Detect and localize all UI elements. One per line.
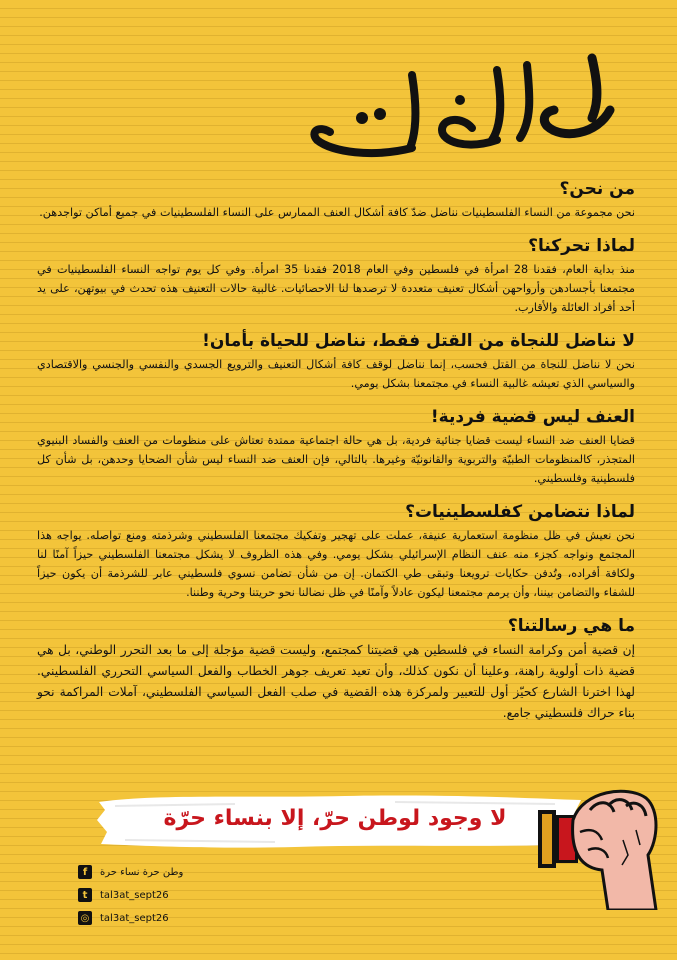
section-not-individual [37,406,635,488]
section-heading: العنف ليس قضية فردية! [430,407,635,427]
fist-brush-illustration [528,770,668,910]
section-body: قضايا العنف ضد النساء ليست قضايا جنائية فردية، بل هي حالة اجتماعية ممتدة تعتاش على منظومات من العنف والفساد البنيوي المتجذر، كالمنظومات الطبيّة والتربوية والقانونيّة وغيرها. بالتالي، فإن العنف ضد النساء ليس شأن الضحايا وحدهن، بل شأن كل فلسطينية وفلسطيني. [37,434,635,485]
slogan-text: لا وجود لوطن حرّ، إلا بنساء حرّة [163,806,507,831]
section-our-message [37,615,635,724]
twitter-label: tal3at_sept26 [100,889,169,901]
section-body: نحن لا نناضل للنجاة من القتل فحسب، إنما نناضل لوقف كافة أشكال التعنيف والترويع الجسدي والنفسي والجنسي والاقتصادي والسياسي الذي تعيشه غالبية النساء في مجتمعنا بشكل يومي. [37,358,635,390]
section-why-we-moved [37,235,635,317]
instagram-icon: ◎ [78,911,92,925]
section-body: إن قضية أمن وكرامة النساء في فلسطين هي قضيتنا كمجتمع، وليست قضية مؤجلة إلى ما بعد التحرر الوطني، بل هي قضية ذات أولوية راهنة، وعلينا أن نكون كذلك، وأن تعيد تعريف جوهر الخطاب والفعل السياسي التحرري الفلسطيني. لهذا اخترنا الشارع كحيّز أول للتعبير ولمركزة هذه القضية في صلب الفعل السياسي الفلسطيني، آملات المراكمة نحو بناء حراك فلسطيني جامع. [37,643,635,720]
section-body: منذ بداية العام، فقدنا 28 امرأة في فلسطين وفي العام 2018 فقدنا 35 امرأة. وفي كل يوم تواجه النساء الفلسطينيات في مجتمعنا بأجسادهن وأرواحهن أشكال تعنيف متعددة لا ترصدها لنا الاحصائيات. غالبية حالات التعنيف هذه تحدث في بيوتهن، على يد أحد أفراد العائلة والأقارب. [37,263,635,314]
twitter-icon: t [78,888,92,902]
social-twitter[interactable] [78,885,278,905]
section-heading: لماذا تحركنا؟ [528,236,635,256]
section-who-we-are [37,178,635,222]
social-instagram[interactable] [78,908,278,928]
section-living-safely [37,330,635,393]
tal3at-logo [292,40,622,170]
social-links [78,862,278,931]
section-heading: لماذا نتضامن كفلسطينيات؟ [405,502,635,522]
section-heading: من نحن؟ [559,179,635,199]
facebook-icon: f [78,865,92,879]
section-body: نحن مجموعة من النساء الفلسطينيات نناضل ضدّ كافة أشكال العنف الممارس على النساء الفلسطينيات في جميع أماكن تواجدهن. [39,206,635,219]
content-area [37,178,635,737]
section-body: نحن نعيش في ظل منظومة استعمارية عنيفة، عملت على تهجير وتفكيك مجتمعنا الفلسطيني وشرذمته ومنع تواصله. يواجه هذا المجتمع ونواجه كجزء منه عنف النظام الإسرائيلي بشكل يومي. وفي هذه الظروف لا يشكل مجتمعنا الفلسطيني حيزاً آمنًا لنا ولكافة أفراده، وتُدفن حكايات ترويعنا وتبقى طي الكتمان. إن من شأن تضامن نسوي فلسطيني عابر للشرذمة أن يكون حيزاً للشفاء والتضامن بيننا، وأن يرمم مجتمعنا ليكون عادلاً وآمنًا في ظل نضالنا نحو حريتنا وحرية وطننا. [37,529,635,599]
section-heading: ما هي رسالتنا؟ [507,616,635,636]
social-facebook[interactable] [78,862,278,882]
instagram-label: tal3at_sept26 [100,912,169,924]
facebook-label: وطن حرة نساء حرة [100,866,184,878]
section-solidarity [37,501,635,602]
section-heading: لا نناضل للنجاة من القتل فقط، نناضل للحياة بأمان! [202,331,635,351]
